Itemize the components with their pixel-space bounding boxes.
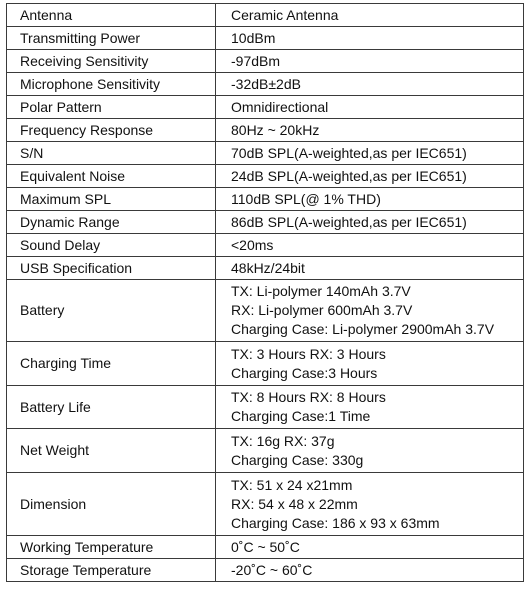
- spec-label: Charging Time: [7, 342, 216, 386]
- spec-label: Battery Life: [7, 386, 216, 429]
- spec-value-line: Charging Case: 330g: [231, 451, 364, 468]
- spec-value-line: TX: 16g RX: 37g: [231, 432, 335, 449]
- spec-value-line: 70dB SPL(A-weighted,as per IEC651): [231, 144, 467, 161]
- spec-label: Equivalent Noise: [7, 165, 216, 188]
- spec-value-line: 80Hz ~ 20kHz: [231, 121, 320, 138]
- spec-value-line: TX: 51 x 24 x21mm: [231, 476, 353, 493]
- spec-value: [216, 342, 524, 386]
- spec-value-line: TX: Li-polymer 140mAh 3.7V: [231, 283, 411, 299]
- spec-row: [7, 234, 524, 257]
- spec-label: Sound Delay: [7, 234, 216, 257]
- spec-value: [216, 73, 524, 96]
- spec-label: Polar Pattern: [7, 96, 216, 119]
- spec-value-line: 0˚C ~ 50˚C: [231, 538, 300, 555]
- spec-row: [7, 142, 524, 165]
- spec-value-line: 48kHz/24bit: [231, 259, 305, 276]
- spec-label: Microphone Sensitivity: [7, 73, 216, 96]
- spec-value-line: RX: 54 x 48 x 22mm: [231, 495, 358, 512]
- spec-value-line: 10dBm: [231, 29, 276, 46]
- spec-value: [216, 211, 524, 234]
- spec-row: [7, 165, 524, 188]
- spec-row: [7, 559, 524, 582]
- spec-value-line: 24dB SPL(A-weighted,as per IEC651): [231, 167, 467, 184]
- spec-value-line: Charging Case:1 Time: [231, 408, 371, 424]
- spec-label: Frequency Response: [7, 119, 216, 142]
- spec-row: [7, 257, 524, 280]
- spec-row: [7, 188, 524, 211]
- spec-value: [216, 473, 524, 536]
- spec-value-line: -20˚C ~ 60˚C: [231, 561, 313, 578]
- spec-row: [7, 280, 524, 342]
- spec-row: [7, 50, 524, 73]
- spec-value: [216, 142, 524, 165]
- spec-label: Working Temperature: [7, 536, 216, 559]
- spec-row: [7, 473, 524, 536]
- spec-value: [216, 50, 524, 73]
- spec-value-line: RX: Li-polymer 600mAh 3.7V: [231, 302, 413, 318]
- spec-label: Transmitting Power: [7, 27, 216, 50]
- spec-label: Maximum SPL: [7, 188, 216, 211]
- spec-value: [216, 119, 524, 142]
- spec-row: [7, 211, 524, 234]
- spec-row: [7, 342, 524, 386]
- spec-value: [216, 559, 524, 582]
- spec-value: [216, 27, 524, 50]
- spec-value-line: -32dB±2dB: [231, 75, 301, 92]
- spec-row: [7, 27, 524, 50]
- spec-row: [7, 386, 524, 429]
- spec-label: Net Weight: [7, 429, 216, 473]
- spec-label: Dynamic Range: [7, 211, 216, 234]
- spec-value-line: -97dBm: [231, 52, 281, 69]
- spec-row: [7, 536, 524, 559]
- spec-value: [216, 188, 524, 211]
- spec-row: [7, 119, 524, 142]
- spec-value-line: Charging Case: 186 x 93 x 63mm: [231, 514, 440, 531]
- spec-value-line: TX: 3 Hours RX: 3 Hours: [231, 345, 386, 362]
- spec-value-line: <20ms: [231, 236, 274, 253]
- spec-label: USB Specification: [7, 257, 216, 280]
- spec-label: Storage Temperature: [7, 559, 216, 582]
- spec-table-body: [7, 4, 524, 582]
- spec-label: S/N: [7, 142, 216, 165]
- spec-value: [216, 96, 524, 119]
- spec-label: Battery: [7, 280, 216, 342]
- spec-value: [216, 429, 524, 473]
- spec-row: [7, 96, 524, 119]
- spec-value: [216, 4, 524, 27]
- spec-value-line: 110dB SPL(@ 1% THD): [231, 190, 381, 207]
- spec-value-line: Charging Case: Li-polymer 2900mAh 3.7V: [231, 321, 495, 337]
- spec-value-line: Charging Case:3 Hours: [231, 364, 378, 381]
- spec-value-line: Ceramic Antenna: [231, 6, 339, 23]
- spec-label: Dimension: [7, 473, 216, 536]
- spec-value: [216, 234, 524, 257]
- spec-value-line: 86dB SPL(A-weighted,as per IEC651): [231, 213, 467, 230]
- spec-row: [7, 4, 524, 27]
- spec-label: Antenna: [7, 4, 216, 27]
- spec-value: [216, 536, 524, 559]
- spec-value: [216, 386, 524, 429]
- spec-value-line: TX: 8 Hours RX: 8 Hours: [231, 389, 386, 405]
- spec-row: [7, 429, 524, 473]
- spec-row: [7, 73, 524, 96]
- spec-value: [216, 257, 524, 280]
- spec-table: [6, 3, 524, 582]
- spec-value-line: Omnidirectional: [231, 98, 329, 115]
- spec-value: [216, 165, 524, 188]
- spec-label: Receiving Sensitivity: [7, 50, 216, 73]
- spec-value: [216, 280, 524, 342]
